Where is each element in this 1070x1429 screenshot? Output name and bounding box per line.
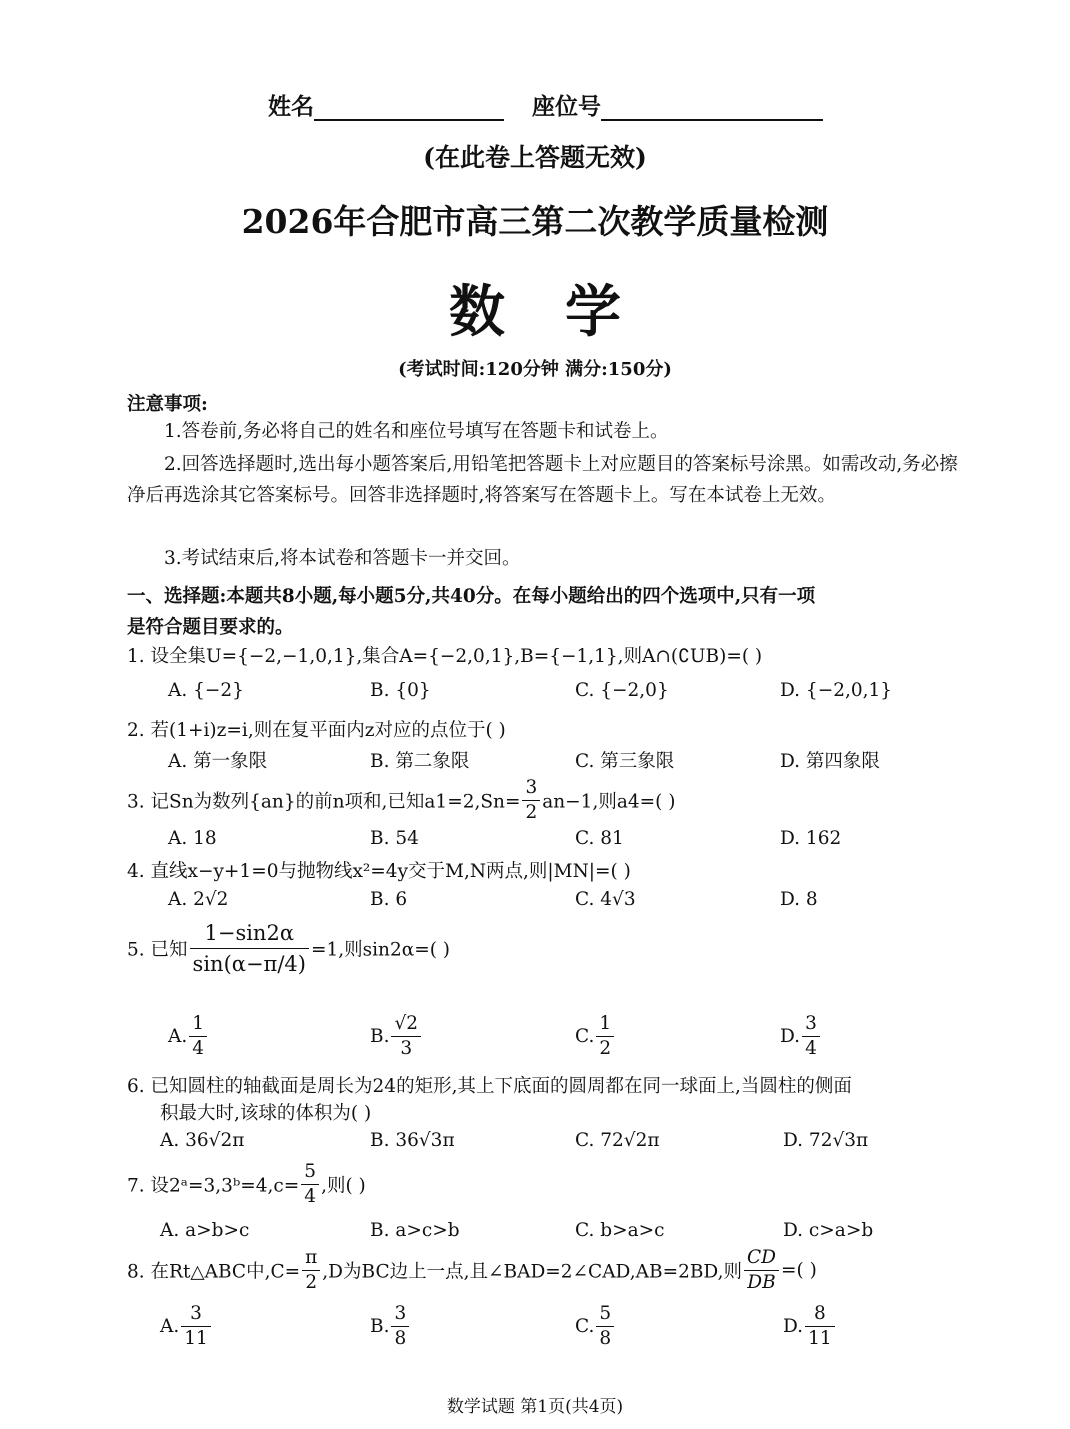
q5-option-d-label: D. — [780, 1026, 801, 1047]
q7-option-a: A. a>b>c — [160, 1220, 250, 1241]
q7-fraction — [301, 1160, 319, 1209]
q2-option-c: C. 第三象限 — [575, 751, 675, 772]
question-7-stem — [127, 1160, 366, 1209]
q5-stem-part-a: 5. 已知 — [127, 939, 188, 961]
question-1-stem: 1. 设全集U={−2,−1,0,1},集合A={−2,0,1},B={−1,1},则A∩(∁UB)=( ) — [127, 646, 763, 667]
q8-option-d-label: D. — [783, 1316, 804, 1337]
q5-b-den: 3 — [400, 1038, 413, 1059]
q5-c-num: 1 — [596, 1012, 614, 1037]
q8-option-b — [370, 1302, 411, 1351]
q8-a-den: 11 — [184, 1328, 208, 1349]
q8-option-c — [575, 1302, 616, 1351]
q8-c-den: 8 — [599, 1328, 612, 1349]
q7-stem-part-b: ,则( ) — [321, 1175, 366, 1197]
q8-option-a-label: A. — [160, 1316, 180, 1337]
q4-option-b: B. 6 — [370, 889, 408, 910]
name-blank — [314, 91, 504, 121]
q7-option-d: D. c>a>b — [783, 1220, 874, 1241]
notice-item-3: 3.考试结束后,将本试卷和答题卡一并交回。 — [164, 548, 521, 569]
notice-item-2: 2.回答选择题时,选出每小题答案后,用铅笔把答题卡上对应题目的答案标号涂黑。如需改动,务必擦净后再选涂其它答案标号。回答非选择题时,将答案写在答题卡上。写在本试卷上无效。 — [127, 454, 958, 506]
question-4-stem: 4. 直线x−y+1=0与抛物线x²=4y交于M,N两点,则|MN|=( ) — [127, 861, 631, 882]
q7-stem-part-a: 7. 设2ᵃ=3,3ᵇ=4,c= — [127, 1175, 300, 1197]
notice-item-1: 1.答卷前,务必将自己的姓名和座位号填写在答题卡和试卷上。 — [164, 421, 669, 442]
q8-fraction-1 — [302, 1246, 320, 1295]
exam-info: (考试时间:120分钟 满分:150分) — [398, 359, 672, 380]
q4-option-c: C. 4√3 — [575, 889, 636, 910]
q8-stem-part-b: ,D为BC边上一点,且∠BAD=2∠CAD,AB=2BD,则 — [322, 1261, 742, 1283]
q8-b-num: 3 — [391, 1302, 409, 1327]
q8-frac1-den: 2 — [305, 1272, 318, 1293]
q5-c-den: 2 — [599, 1038, 612, 1059]
q8-fraction-2 — [744, 1246, 779, 1295]
q3-option-b: B. 54 — [370, 828, 419, 849]
q5-a-num: 1 — [189, 1012, 207, 1037]
q8-frac1-num: π — [302, 1246, 320, 1271]
q8-option-a — [160, 1302, 213, 1351]
q8-option-d-frac — [805, 1302, 835, 1351]
q8-d-den: 11 — [808, 1328, 832, 1349]
q5-option-a-frac — [189, 1012, 207, 1061]
q3-frac-num: 3 — [522, 776, 540, 801]
q5-option-a — [168, 1012, 209, 1061]
q8-d-num: 8 — [805, 1302, 835, 1327]
q5-d-den: 4 — [805, 1038, 817, 1059]
q1-option-c: C. {−2,0} — [575, 680, 669, 701]
q6-option-b: B. 36√3π — [370, 1130, 455, 1151]
q5-frac-num: 1−sin2α — [190, 918, 309, 949]
question-5-stem — [127, 918, 450, 979]
question-6-stem-line1: 6. 已知圆柱的轴截面是周长为24的矩形,其上下底面的圆周都在同一球面上,当圆柱的侧面 — [127, 1076, 852, 1097]
q8-option-d — [783, 1302, 837, 1351]
seat-field — [532, 88, 823, 121]
q5-option-d-frac — [802, 1012, 820, 1061]
q8-frac2-den: DB — [747, 1272, 776, 1293]
question-2-stem: 2. 若(1+i)z=i,则在复平面内z对应的点位于( ) — [127, 720, 506, 741]
q8-option-b-frac — [391, 1302, 409, 1351]
q3-stem-part-a: 3. 记Sn为数列{an}的前n项和,已知a1=2,Sn= — [127, 791, 521, 813]
q5-option-b-frac — [391, 1012, 421, 1061]
notice-heading: 注意事项: — [127, 394, 208, 415]
q7-option-c: C. b>a>c — [575, 1220, 665, 1241]
seat-label: 座位号 — [532, 93, 601, 120]
q5-option-b — [370, 1012, 423, 1061]
q8-b-den: 8 — [394, 1328, 407, 1349]
page-footer: 数学试题 第1页(共4页) — [446, 1397, 624, 1417]
q5-fraction — [190, 918, 309, 979]
exam-title: 2026年合肥市高三第二次教学质量检测 — [241, 202, 829, 241]
q1-option-d: D. {−2,0,1} — [780, 680, 893, 701]
q3-fraction — [522, 776, 540, 825]
q8-a-num: 3 — [181, 1302, 211, 1327]
q1-option-a: A. {−2} — [168, 680, 244, 701]
q8-option-c-label: C. — [575, 1316, 595, 1337]
q8-stem-part-c: =( ) — [781, 1260, 817, 1281]
q2-option-a: A. 第一象限 — [168, 751, 268, 772]
q6-option-c: C. 72√2π — [575, 1130, 660, 1151]
q2-option-d: D. 第四象限 — [780, 751, 880, 772]
q6-option-a: A. 36√2π — [160, 1130, 245, 1151]
question-8-stem — [127, 1246, 817, 1295]
q5-d-num: 3 — [802, 1012, 820, 1037]
q7-option-b: B. a>c>b — [370, 1220, 460, 1241]
subject-title: 数学 — [449, 279, 681, 345]
question-3-stem — [127, 776, 675, 825]
q8-option-b-label: B. — [370, 1316, 390, 1337]
q3-option-c: C. 81 — [575, 828, 624, 849]
q8-stem-part-a: 8. 在Rt△ABC中,C= — [127, 1261, 301, 1283]
q5-frac-den: sin(α−π/4) — [192, 952, 306, 976]
name-label: 姓名 — [268, 93, 314, 120]
question-6-stem-line2: 积最大时,该球的体积为( ) — [160, 1103, 372, 1124]
q3-stem-part-b: an−1,则a4=( ) — [542, 791, 676, 813]
q5-option-a-label: A. — [168, 1026, 188, 1047]
q5-option-d — [780, 1012, 822, 1061]
q1-option-b: B. {0} — [370, 680, 431, 701]
q7-frac-den: 4 — [304, 1186, 317, 1207]
seat-blank — [601, 91, 823, 121]
q4-option-d: D. 8 — [780, 889, 818, 910]
q2-option-b: B. 第二象限 — [370, 751, 470, 772]
q5-a-den: 4 — [192, 1038, 205, 1059]
q5-option-c — [575, 1012, 616, 1061]
q5-stem-part-b: =1,则sin2α=( ) — [310, 939, 451, 961]
q8-frac2-num: CD — [744, 1246, 779, 1271]
q5-option-c-frac — [596, 1012, 614, 1061]
q6-option-d: D. 72√3π — [783, 1130, 869, 1151]
q8-c-num: 5 — [596, 1302, 614, 1327]
q3-option-d: D. 162 — [780, 828, 842, 849]
q8-option-a-frac — [181, 1302, 211, 1351]
section-heading-line2: 是符合题目要求的。 — [127, 617, 294, 638]
q3-frac-den: 2 — [525, 802, 538, 823]
section-heading-line1: 一、选择题:本题共8小题,每小题5分,共40分。在每小题给出的四个选项中,只有一项 — [127, 586, 816, 607]
q5-b-num: √2 — [391, 1012, 421, 1037]
name-field — [268, 88, 504, 121]
q8-option-c-frac — [596, 1302, 614, 1351]
q7-frac-num: 5 — [301, 1160, 319, 1185]
q4-option-a: A. 2√2 — [168, 889, 229, 910]
q5-option-b-label: B. — [370, 1026, 390, 1047]
invalid-note: (在此卷上答题无效) — [423, 143, 647, 172]
q3-option-a: A. 18 — [168, 828, 217, 849]
q5-option-c-label: C. — [575, 1026, 595, 1047]
